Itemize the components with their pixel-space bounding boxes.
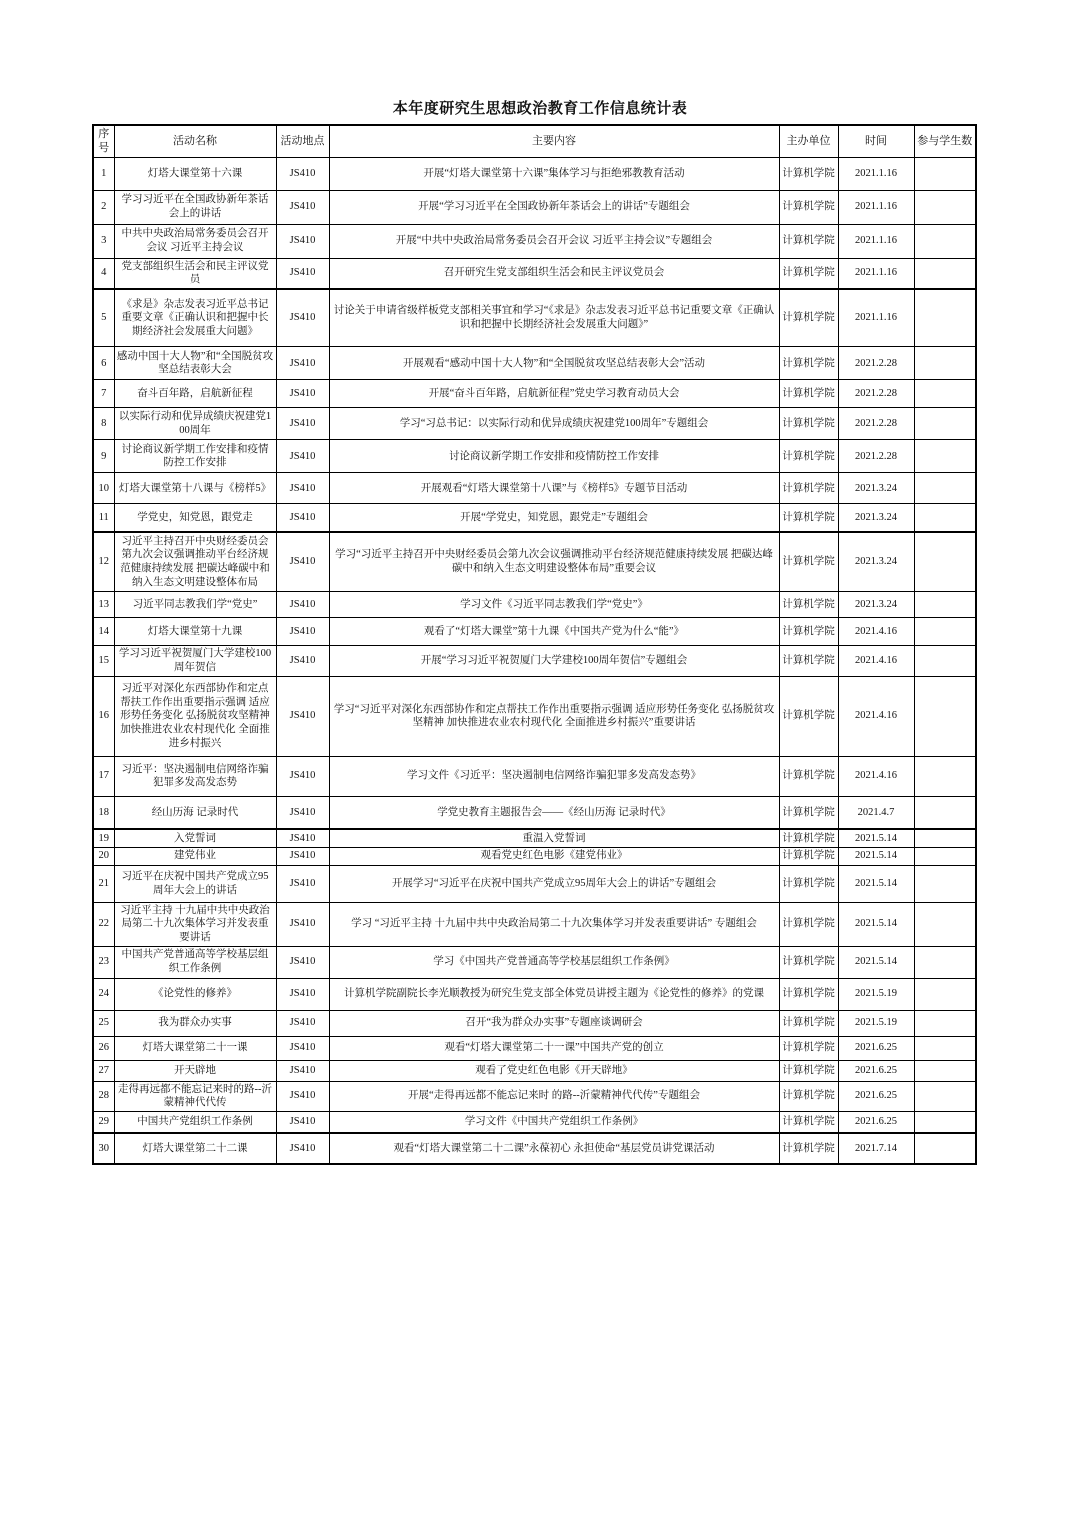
cell-content: 学习文件《中国共产党组织工作条例》	[329, 1111, 779, 1133]
cell-participants	[914, 157, 976, 190]
cell-activity-name: 习近平：坚决遏制电信网络诈骗犯罪多发高发态势	[114, 756, 276, 796]
cell-location: JS410	[276, 347, 329, 380]
cell-location: JS410	[276, 224, 329, 258]
cell-seq: 7	[93, 380, 114, 408]
cell-content: 开展“学习习近平在全国政协新年茶话会上的讲话”专题组会	[329, 190, 779, 224]
cell-participants	[914, 618, 976, 646]
cell-location: JS410	[276, 1036, 329, 1060]
cell-organizer: 计算机学院	[779, 440, 838, 473]
cell-participants	[914, 1010, 976, 1036]
cell-activity-name: 习近平在庆祝中国共产党成立95周年大会上的讲话	[114, 865, 276, 902]
table-row	[93, 258, 976, 289]
cell-location: JS410	[276, 190, 329, 224]
cell-content: 召开研究生党支部组织生活会和民主评议党员会	[329, 258, 779, 289]
cell-participants	[914, 1081, 976, 1111]
cell-date: 2021.5.19	[838, 978, 914, 1010]
cell-activity-name: 学党史，知党恩，跟党走	[114, 504, 276, 532]
cell-participants	[914, 224, 976, 258]
cell-activity-name: 学习习近平祝贺厦门大学建校100周年贺信	[114, 646, 276, 676]
cell-location: JS410	[276, 865, 329, 902]
cell-activity-name: 习近平对深化东西部协作和定点帮扶工作作出重要指示强调 适应形势任务变化 弘扬脱贫攻坚精神 加快推进农业农村现代化 全面推进乡村振兴	[114, 676, 276, 756]
cell-activity-name: 中共中央政治局常务委员会召开会议 习近平主持会议	[114, 224, 276, 258]
cell-participants	[914, 865, 976, 902]
cell-activity-name: 开天辟地	[114, 1060, 276, 1081]
cell-activity-name: 我为群众办实事	[114, 1010, 276, 1036]
cell-participants	[914, 646, 976, 676]
table-row	[93, 796, 976, 829]
cell-seq: 24	[93, 978, 114, 1010]
cell-seq: 1	[93, 157, 114, 190]
cell-location: JS410	[276, 440, 329, 473]
cell-content: 讨论关于申请省级样板党支部相关事宜和学习“《求是》杂志发表习近平总书记重要文章《正确认识和把握中长期经济社会发展重大问题》”	[329, 289, 779, 347]
column-header-content: 主要内容	[329, 125, 779, 157]
table-row	[93, 618, 976, 646]
cell-location: JS410	[276, 847, 329, 865]
cell-organizer: 计算机学院	[779, 865, 838, 902]
cell-seq: 22	[93, 902, 114, 946]
column-header-seq: 序号	[93, 125, 114, 157]
cell-participants	[914, 532, 976, 592]
cell-participants	[914, 347, 976, 380]
cell-date: 2021.2.28	[838, 408, 914, 440]
table-row	[93, 1133, 976, 1164]
cell-seq: 4	[93, 258, 114, 289]
cell-content: 学习文件《习近平同志教我们学“党史”》	[329, 592, 779, 618]
cell-date: 2021.1.16	[838, 258, 914, 289]
cell-content: 开展“中共中央政治局常务委员会召开会议 习近平主持会议”专题组会	[329, 224, 779, 258]
cell-seq: 26	[93, 1036, 114, 1060]
cell-activity-name: 灯塔大课堂第十八课与《榜样5》	[114, 473, 276, 504]
cell-seq: 15	[93, 646, 114, 676]
cell-seq: 10	[93, 473, 114, 504]
cell-participants	[914, 829, 976, 847]
cell-organizer: 计算机学院	[779, 1036, 838, 1060]
cell-seq: 29	[93, 1111, 114, 1133]
page-title: 本年度研究生思想政治教育工作信息统计表	[392, 101, 688, 117]
cell-date: 2021.5.14	[838, 847, 914, 865]
cell-content: 学习“习近平对深化东西部协作和定点帮扶工作作出重要指示强调 适应形势任务变化 弘扬脱贫攻坚精神 加快推进农业农村现代化 全面推进乡村振兴”重要讲话	[329, 676, 779, 756]
cell-date: 2021.6.25	[838, 1060, 914, 1081]
cell-participants	[914, 902, 976, 946]
statistics-table	[92, 124, 977, 1165]
cell-participants	[914, 756, 976, 796]
cell-location: JS410	[276, 1111, 329, 1133]
cell-participants	[914, 1133, 976, 1164]
table-row	[93, 224, 976, 258]
cell-activity-name: 《论党性的修养》	[114, 978, 276, 1010]
cell-organizer: 计算机学院	[779, 473, 838, 504]
cell-activity-name: 中国共产党普通高等学校基层组织工作条例	[114, 946, 276, 978]
table-row	[93, 865, 976, 902]
cell-date: 2021.1.16	[838, 157, 914, 190]
cell-date: 2021.2.28	[838, 380, 914, 408]
cell-participants	[914, 504, 976, 532]
table-row	[93, 676, 976, 756]
table-row	[93, 1111, 976, 1133]
cell-content: 观看了党史红色电影《开天辟地》	[329, 1060, 779, 1081]
column-header-date: 时间	[838, 125, 914, 157]
cell-seq: 23	[93, 946, 114, 978]
table-row	[93, 1060, 976, 1081]
cell-participants	[914, 676, 976, 756]
table-row	[93, 1010, 976, 1036]
cell-content: 观看党史红色电影《建党伟业》	[329, 847, 779, 865]
cell-content: 开展“学习习近平祝贺厦门大学建校100周年贺信”专题组会	[329, 646, 779, 676]
cell-organizer: 计算机学院	[779, 756, 838, 796]
cell-organizer: 计算机学院	[779, 946, 838, 978]
table-row	[93, 440, 976, 473]
cell-date: 2021.1.16	[838, 224, 914, 258]
cell-date: 2021.1.16	[838, 190, 914, 224]
cell-organizer: 计算机学院	[779, 1111, 838, 1133]
cell-organizer: 计算机学院	[779, 829, 838, 847]
table-row	[93, 592, 976, 618]
cell-organizer: 计算机学院	[779, 902, 838, 946]
table-row	[93, 646, 976, 676]
cell-seq: 8	[93, 408, 114, 440]
cell-content: 学习《中国共产党普通高等学校基层组织工作条例》	[329, 946, 779, 978]
cell-seq: 12	[93, 532, 114, 592]
cell-date: 2021.5.19	[838, 1010, 914, 1036]
cell-activity-name: 灯塔大课堂第十六课	[114, 157, 276, 190]
cell-seq: 3	[93, 224, 114, 258]
cell-date: 2021.4.16	[838, 618, 914, 646]
cell-organizer: 计算机学院	[779, 1060, 838, 1081]
cell-organizer: 计算机学院	[779, 1010, 838, 1036]
cell-activity-name: 奋斗百年路，启航新征程	[114, 380, 276, 408]
cell-participants	[914, 1036, 976, 1060]
cell-location: JS410	[276, 532, 329, 592]
cell-seq: 9	[93, 440, 114, 473]
column-header-participants: 参与学生数	[914, 125, 976, 157]
cell-organizer: 计算机学院	[779, 190, 838, 224]
cell-seq: 25	[93, 1010, 114, 1036]
cell-seq: 20	[93, 847, 114, 865]
cell-participants	[914, 190, 976, 224]
cell-participants	[914, 1060, 976, 1081]
cell-date: 2021.4.7	[838, 796, 914, 829]
cell-date: 2021.3.24	[838, 532, 914, 592]
cell-participants	[914, 258, 976, 289]
cell-seq: 21	[93, 865, 114, 902]
cell-organizer: 计算机学院	[779, 796, 838, 829]
table-row	[93, 347, 976, 380]
cell-activity-name: 感动中国十大人物”和“全国脱贫攻坚总结表彰大会	[114, 347, 276, 380]
cell-seq: 16	[93, 676, 114, 756]
cell-location: JS410	[276, 473, 329, 504]
cell-participants	[914, 946, 976, 978]
cell-seq: 18	[93, 796, 114, 829]
cell-participants	[914, 289, 976, 347]
cell-content: 计算机学院副院长李光顺教授为研究生党支部全体党员讲授主题为《论党性的修养》的党课	[329, 978, 779, 1010]
cell-location: JS410	[276, 902, 329, 946]
cell-organizer: 计算机学院	[779, 1081, 838, 1111]
cell-activity-name: 习近平同志教我们学“党史”	[114, 592, 276, 618]
cell-seq: 30	[93, 1133, 114, 1164]
cell-participants	[914, 408, 976, 440]
cell-activity-name: 《求是》杂志发表习近平总书记重要文章《正确认识和把握中长期经济社会发展重大问题》	[114, 289, 276, 347]
cell-date: 2021.6.25	[838, 1036, 914, 1060]
cell-participants	[914, 978, 976, 1010]
cell-location: JS410	[276, 829, 329, 847]
cell-location: JS410	[276, 592, 329, 618]
cell-content: 开展“灯塔大课堂第十六课”集体学习与拒绝邪教教育活动	[329, 157, 779, 190]
table-row	[93, 902, 976, 946]
cell-organizer: 计算机学院	[779, 504, 838, 532]
cell-date: 2021.6.25	[838, 1081, 914, 1111]
cell-date: 2021.4.16	[838, 646, 914, 676]
cell-content: 开展“学党史，知党恩，跟党走”专题组会	[329, 504, 779, 532]
cell-seq: 6	[93, 347, 114, 380]
cell-seq: 28	[93, 1081, 114, 1111]
cell-activity-name: 中国共产党组织工作条例	[114, 1111, 276, 1133]
cell-activity-name: 讨论商议新学期工作安排和疫情防控工作安排	[114, 440, 276, 473]
cell-organizer: 计算机学院	[779, 978, 838, 1010]
cell-seq: 17	[93, 756, 114, 796]
cell-location: JS410	[276, 796, 329, 829]
cell-activity-name: 经山历海 记录时代	[114, 796, 276, 829]
cell-location: JS410	[276, 756, 329, 796]
cell-location: JS410	[276, 1060, 329, 1081]
cell-organizer: 计算机学院	[779, 676, 838, 756]
table-row	[93, 504, 976, 532]
table-row	[93, 946, 976, 978]
cell-content: 开展“走得再远都不能忘记来时 的路--沂蒙精神代代传”专题组会	[329, 1081, 779, 1111]
table-row	[93, 157, 976, 190]
cell-organizer: 计算机学院	[779, 592, 838, 618]
cell-location: JS410	[276, 978, 329, 1010]
cell-date: 2021.4.16	[838, 676, 914, 756]
cell-location: JS410	[276, 946, 329, 978]
cell-location: JS410	[276, 504, 329, 532]
cell-date: 2021.3.24	[838, 592, 914, 618]
cell-date: 2021.5.14	[838, 902, 914, 946]
cell-date: 2021.3.24	[838, 504, 914, 532]
cell-organizer: 计算机学院	[779, 408, 838, 440]
cell-activity-name: 走得再远都不能忘记来时的路--沂蒙精神代代传	[114, 1081, 276, 1111]
cell-location: JS410	[276, 380, 329, 408]
cell-participants	[914, 1111, 976, 1133]
cell-participants	[914, 592, 976, 618]
cell-organizer: 计算机学院	[779, 618, 838, 646]
column-header-organizer: 主办单位	[779, 125, 838, 157]
cell-activity-name: 以实际行动和优异成绩庆祝建党100周年	[114, 408, 276, 440]
table-row	[93, 380, 976, 408]
cell-content: 讨论商议新学期工作安排和疫情防控工作安排	[329, 440, 779, 473]
cell-activity-name: 灯塔大课堂第十九课	[114, 618, 276, 646]
table-row	[93, 1081, 976, 1111]
cell-activity-name: 灯塔大课堂第二十一课	[114, 1036, 276, 1060]
cell-seq: 11	[93, 504, 114, 532]
column-header-location: 活动地点	[276, 125, 329, 157]
cell-participants	[914, 473, 976, 504]
cell-content: 学习文件《习近平：坚决遏制电信网络诈骗犯罪多发高发态势》	[329, 756, 779, 796]
cell-content: 重温入党誓词	[329, 829, 779, 847]
cell-date: 2021.2.28	[838, 440, 914, 473]
cell-content: 开展“奋斗百年路，启航新征程”党史学习教育动员大会	[329, 380, 779, 408]
cell-activity-name: 习近平主持召开中央财经委员会第九次会议强调推动平台经济规范健康持续发展 把碳达峰碳中和纳入生态文明建设整体布局	[114, 532, 276, 592]
cell-location: JS410	[276, 618, 329, 646]
cell-seq: 14	[93, 618, 114, 646]
cell-activity-name: 入党誓词	[114, 829, 276, 847]
cell-content: 学习 “习近平主持 十九届中共中央政治局第二十九次集体学习并发表重要讲话” 专题组会	[329, 902, 779, 946]
table-row	[93, 978, 976, 1010]
cell-content: 召开“我为群众办实事”专题座谈调研会	[329, 1010, 779, 1036]
cell-participants	[914, 847, 976, 865]
cell-activity-name: 习近平主持 十九届中共中央政治局第二十九次集体学习并发表重要讲话	[114, 902, 276, 946]
cell-content: 开展观看“灯塔大课堂第十八课”与《榜样5》专题节目活动	[329, 473, 779, 504]
cell-activity-name: 灯塔大课堂第二十二课	[114, 1133, 276, 1164]
table-row	[93, 756, 976, 796]
table-row	[93, 473, 976, 504]
cell-content: 学习“习总书记：以实际行动和优异成绩庆祝建党100周年”专题组会	[329, 408, 779, 440]
cell-organizer: 计算机学院	[779, 380, 838, 408]
cell-organizer: 计算机学院	[779, 847, 838, 865]
cell-content: 开展学习“习近平在庆祝中国共产党成立95周年大会上的讲话”专题组会	[329, 865, 779, 902]
cell-organizer: 计算机学院	[779, 347, 838, 380]
table-row	[93, 1036, 976, 1060]
cell-date: 2021.1.16	[838, 289, 914, 347]
cell-date: 2021.2.28	[838, 347, 914, 380]
cell-organizer: 计算机学院	[779, 289, 838, 347]
cell-location: JS410	[276, 258, 329, 289]
table-row	[93, 532, 976, 592]
column-header-activity: 活动名称	[114, 125, 276, 157]
cell-activity-name: 建党伟业	[114, 847, 276, 865]
cell-date: 2021.6.25	[838, 1111, 914, 1133]
table-row	[93, 190, 976, 224]
table-row	[93, 847, 976, 865]
cell-location: JS410	[276, 1010, 329, 1036]
cell-location: JS410	[276, 289, 329, 347]
table-header-row	[93, 125, 976, 157]
cell-content: 观看“灯塔大课堂第二十一课”中国共产党的创立	[329, 1036, 779, 1060]
cell-participants	[914, 440, 976, 473]
cell-content: 开展观看“感动中国十大人物”和“全国脱贫攻坚总结表彰大会”活动	[329, 347, 779, 380]
cell-content: 观看了“灯塔大课堂”第十九课《中国共产党为什么“能”》	[329, 618, 779, 646]
cell-organizer: 计算机学院	[779, 646, 838, 676]
cell-date: 2021.3.24	[838, 473, 914, 504]
cell-organizer: 计算机学院	[779, 1133, 838, 1164]
cell-seq: 2	[93, 190, 114, 224]
cell-seq: 27	[93, 1060, 114, 1081]
cell-location: JS410	[276, 676, 329, 756]
cell-date: 2021.5.14	[838, 829, 914, 847]
cell-location: JS410	[276, 1133, 329, 1164]
cell-content: 学习“习近平主持召开中央财经委员会第九次会议强调推动平台经济规范健康持续发展 把碳达峰碳中和纳入生态文明建设整体布局”重要会议	[329, 532, 779, 592]
cell-location: JS410	[276, 408, 329, 440]
cell-participants	[914, 380, 976, 408]
cell-seq: 19	[93, 829, 114, 847]
cell-date: 2021.5.14	[838, 865, 914, 902]
table-row	[93, 289, 976, 347]
cell-date: 2021.5.14	[838, 946, 914, 978]
cell-content: 学党史教育主题报告会——《经山历海 记录时代》	[329, 796, 779, 829]
cell-activity-name: 学习习近平在全国政协新年茶话会上的讲话	[114, 190, 276, 224]
cell-content: 观看“灯塔大课堂第二十二课”永葆初心 永担使命“基层党员讲党课活动	[329, 1133, 779, 1164]
cell-seq: 5	[93, 289, 114, 347]
table-row	[93, 408, 976, 440]
cell-participants	[914, 796, 976, 829]
cell-date: 2021.4.16	[838, 756, 914, 796]
cell-activity-name: 党支部组织生活会和民主评议党员	[114, 258, 276, 289]
cell-location: JS410	[276, 1081, 329, 1111]
cell-organizer: 计算机学院	[779, 224, 838, 258]
cell-organizer: 计算机学院	[779, 258, 838, 289]
table-body	[93, 157, 976, 1164]
table-row	[93, 829, 976, 847]
cell-organizer: 计算机学院	[779, 157, 838, 190]
cell-date: 2021.7.14	[838, 1133, 914, 1164]
cell-location: JS410	[276, 157, 329, 190]
cell-seq: 13	[93, 592, 114, 618]
cell-location: JS410	[276, 646, 329, 676]
cell-organizer: 计算机学院	[779, 532, 838, 592]
